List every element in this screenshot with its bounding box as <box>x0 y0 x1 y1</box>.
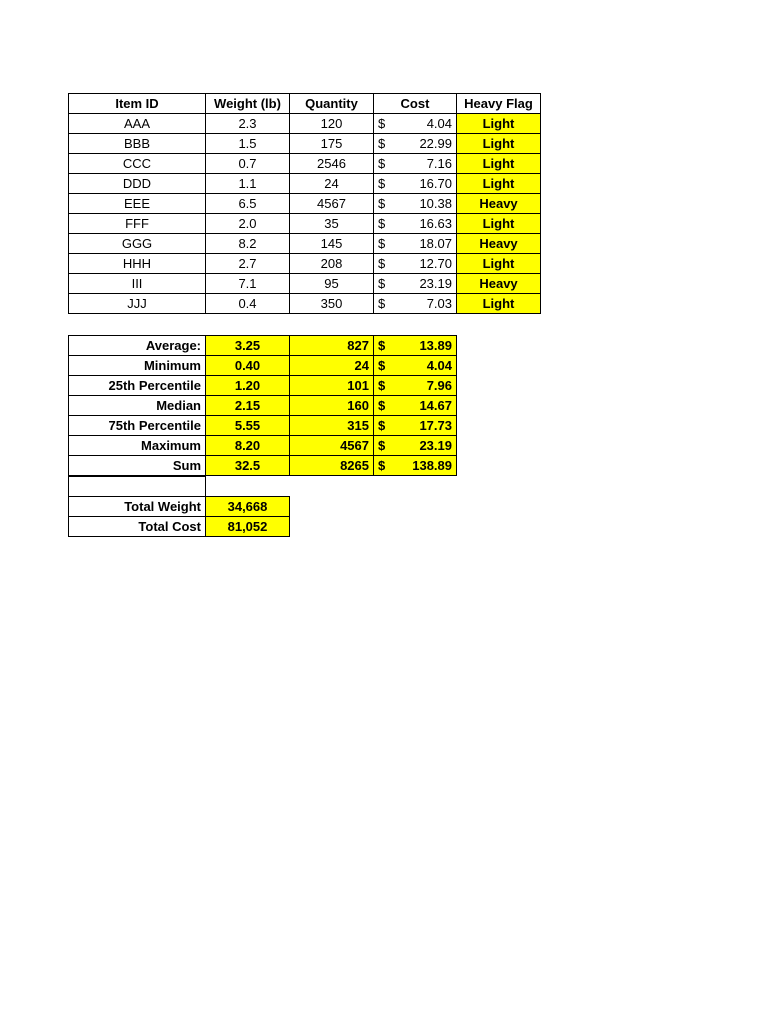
cell-cost[interactable]: 22.99 <box>396 134 457 154</box>
stats-table <box>68 335 457 476</box>
cell-weight[interactable]: 1.5 <box>206 134 290 154</box>
cell-heavy-flag[interactable]: Heavy <box>457 274 541 294</box>
stats-weight[interactable]: 0.40 <box>206 356 290 376</box>
stats-row <box>69 456 457 476</box>
cell-weight[interactable]: 8.2 <box>206 234 290 254</box>
header-heavy-flag[interactable]: Heavy Flag <box>457 94 541 114</box>
total-cost-value[interactable]: 81,052 <box>206 517 290 537</box>
table-header-row <box>69 94 541 114</box>
header-quantity[interactable]: Quantity <box>290 94 374 114</box>
header-cost[interactable]: Cost <box>374 94 457 114</box>
cell-cost[interactable]: 10.38 <box>396 194 457 214</box>
table-row <box>69 234 541 254</box>
stats-quantity[interactable]: 24 <box>290 356 374 376</box>
stats-currency[interactable]: $ <box>374 336 396 356</box>
stats-currency[interactable]: $ <box>374 396 396 416</box>
stats-cost[interactable]: 14.67 <box>396 396 457 416</box>
cell-heavy-flag[interactable]: Light <box>457 154 541 174</box>
cell-item-id[interactable]: AAA <box>69 114 206 134</box>
stats-label[interactable]: Sum <box>69 456 206 476</box>
cell-item-id[interactable]: CCC <box>69 154 206 174</box>
table-row <box>69 214 541 234</box>
stats-weight[interactable]: 3.25 <box>206 336 290 356</box>
cell-heavy-flag[interactable]: Light <box>457 174 541 194</box>
cell-item-id[interactable]: EEE <box>69 194 206 214</box>
cell-currency[interactable]: $ <box>374 294 396 314</box>
cell-heavy-flag[interactable]: Light <box>457 254 541 274</box>
cell-weight[interactable]: 2.0 <box>206 214 290 234</box>
table-row <box>69 274 541 294</box>
cell-heavy-flag[interactable]: Light <box>457 134 541 154</box>
stats-weight[interactable]: 8.20 <box>206 436 290 456</box>
stats-label[interactable]: Median <box>69 396 206 416</box>
stats-row <box>69 336 457 356</box>
stats-weight[interactable]: 1.20 <box>206 376 290 396</box>
cell-cost[interactable]: 23.19 <box>396 274 457 294</box>
cell-currency[interactable]: $ <box>374 254 396 274</box>
stats-currency[interactable]: $ <box>374 436 396 456</box>
totals-table <box>68 476 290 537</box>
cell-quantity[interactable]: 95 <box>290 274 374 294</box>
table-row <box>69 254 541 274</box>
stats-cost[interactable]: 138.89 <box>396 456 457 476</box>
stats-cost[interactable]: 17.73 <box>396 416 457 436</box>
cell-item-id[interactable]: JJJ <box>69 294 206 314</box>
cell-weight[interactable]: 2.3 <box>206 114 290 134</box>
stats-weight[interactable]: 5.55 <box>206 416 290 436</box>
stats-quantity[interactable]: 315 <box>290 416 374 436</box>
cell-weight[interactable]: 1.1 <box>206 174 290 194</box>
cell-quantity[interactable]: 208 <box>290 254 374 274</box>
table-row <box>69 174 541 194</box>
stats-label[interactable]: Minimum <box>69 356 206 376</box>
cell-heavy-flag[interactable]: Light <box>457 214 541 234</box>
cell-quantity[interactable]: 145 <box>290 234 374 254</box>
table-row <box>69 294 541 314</box>
stats-row <box>69 356 457 376</box>
stats-label[interactable]: Maximum <box>69 436 206 456</box>
total-weight-label[interactable]: Total Weight <box>69 497 206 517</box>
item-table <box>68 93 541 314</box>
cell-weight[interactable]: 2.7 <box>206 254 290 274</box>
cell-weight[interactable]: 6.5 <box>206 194 290 214</box>
stats-row <box>69 376 457 396</box>
stats-currency[interactable]: $ <box>374 456 396 476</box>
stats-cost[interactable]: 13.89 <box>396 336 457 356</box>
cell-heavy-flag[interactable]: Heavy <box>457 194 541 214</box>
cell-quantity[interactable]: 4567 <box>290 194 374 214</box>
total-weight-value[interactable]: 34,668 <box>206 497 290 517</box>
stats-weight[interactable]: 2.15 <box>206 396 290 416</box>
cell-item-id[interactable]: BBB <box>69 134 206 154</box>
cell-currency[interactable]: $ <box>374 214 396 234</box>
empty-row <box>69 477 290 497</box>
cell-currency[interactable]: $ <box>374 174 396 194</box>
cell-cost[interactable]: 4.04 <box>396 114 457 134</box>
stats-cost[interactable]: 4.04 <box>396 356 457 376</box>
cell-cost[interactable]: 7.03 <box>396 294 457 314</box>
empty-cell[interactable] <box>206 477 290 497</box>
stats-label[interactable]: Average: <box>69 336 206 356</box>
cell-quantity[interactable]: 175 <box>290 134 374 154</box>
cell-currency[interactable]: $ <box>374 194 396 214</box>
cell-currency[interactable]: $ <box>374 134 396 154</box>
cell-quantity[interactable]: 120 <box>290 114 374 134</box>
cell-cost[interactable]: 12.70 <box>396 254 457 274</box>
cell-cost[interactable]: 16.70 <box>396 174 457 194</box>
stats-row <box>69 436 457 456</box>
cell-item-id[interactable]: DDD <box>69 174 206 194</box>
totals-row <box>69 517 290 537</box>
table-row <box>69 154 541 174</box>
cell-weight[interactable]: 0.4 <box>206 294 290 314</box>
table-row <box>69 194 541 214</box>
cell-quantity[interactable]: 24 <box>290 174 374 194</box>
cell-currency[interactable]: $ <box>374 274 396 294</box>
stats-currency[interactable]: $ <box>374 416 396 436</box>
totals-row <box>69 497 290 517</box>
stats-quantity[interactable]: 160 <box>290 396 374 416</box>
table-row <box>69 114 541 134</box>
stats-weight[interactable]: 32.5 <box>206 456 290 476</box>
cell-cost[interactable]: 7.16 <box>396 154 457 174</box>
stats-quantity[interactable]: 8265 <box>290 456 374 476</box>
header-item-id[interactable]: Item ID <box>69 94 206 114</box>
cell-heavy-flag[interactable]: Heavy <box>457 234 541 254</box>
table-row <box>69 134 541 154</box>
stats-quantity[interactable]: 101 <box>290 376 374 396</box>
stats-cost[interactable]: 23.19 <box>396 436 457 456</box>
stats-quantity[interactable]: 4567 <box>290 436 374 456</box>
cell-item-id[interactable]: III <box>69 274 206 294</box>
cell-item-id[interactable]: GGG <box>69 234 206 254</box>
cell-quantity[interactable]: 2546 <box>290 154 374 174</box>
header-weight[interactable]: Weight (lb) <box>206 94 290 114</box>
cell-currency[interactable]: $ <box>374 114 396 134</box>
stats-currency[interactable]: $ <box>374 356 396 376</box>
cell-heavy-flag[interactable]: Light <box>457 294 541 314</box>
cell-weight[interactable]: 7.1 <box>206 274 290 294</box>
stats-currency[interactable]: $ <box>374 376 396 396</box>
cell-currency[interactable]: $ <box>374 154 396 174</box>
stats-row <box>69 416 457 436</box>
stats-label[interactable]: 75th Percentile <box>69 416 206 436</box>
stats-quantity[interactable]: 827 <box>290 336 374 356</box>
cell-currency[interactable]: $ <box>374 234 396 254</box>
stats-cost[interactable]: 7.96 <box>396 376 457 396</box>
cell-item-id[interactable]: FFF <box>69 214 206 234</box>
stats-label[interactable]: 25th Percentile <box>69 376 206 396</box>
cell-item-id[interactable]: HHH <box>69 254 206 274</box>
cell-heavy-flag[interactable]: Light <box>457 114 541 134</box>
cell-cost[interactable]: 16.63 <box>396 214 457 234</box>
stats-row <box>69 396 457 416</box>
cell-quantity[interactable]: 350 <box>290 294 374 314</box>
empty-cell[interactable] <box>69 477 206 497</box>
cell-quantity[interactable]: 35 <box>290 214 374 234</box>
total-cost-label[interactable]: Total Cost <box>69 517 206 537</box>
cell-cost[interactable]: 18.07 <box>396 234 457 254</box>
cell-weight[interactable]: 0.7 <box>206 154 290 174</box>
